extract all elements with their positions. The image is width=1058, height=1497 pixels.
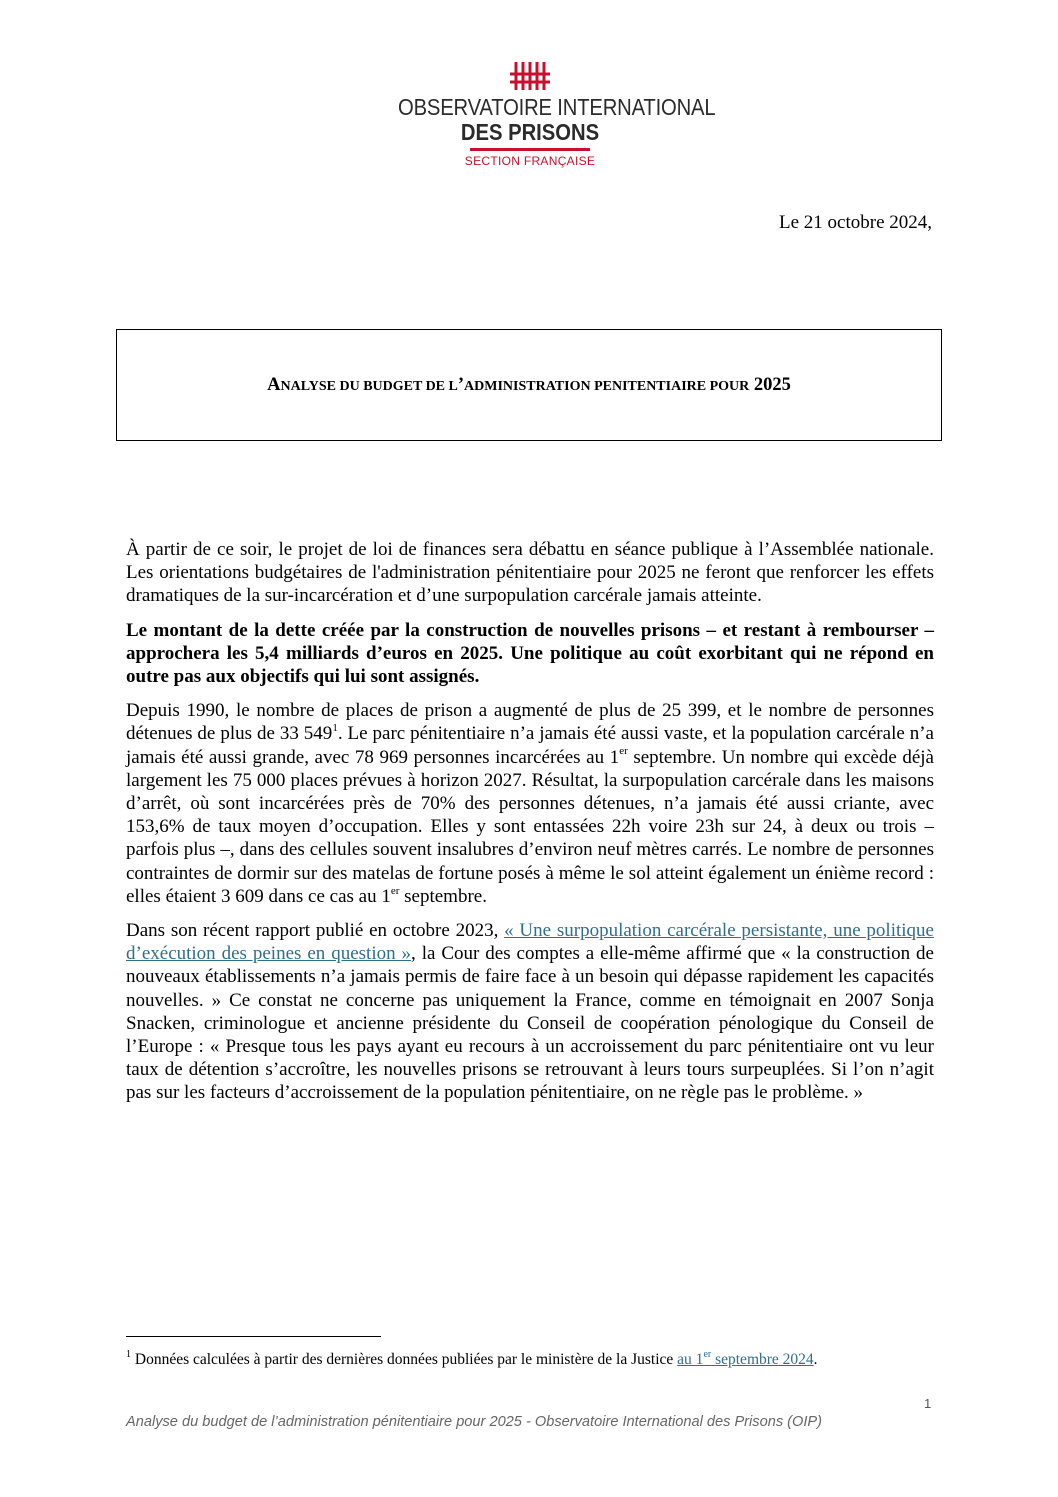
footnote-link[interactable]: au 1er septembre 2024 bbox=[677, 1348, 814, 1368]
paragraph-cour-des-comptes: Dans son récent rapport publié en octobre 2023, « Une surpopulation carcérale persistante, une politique d’exécution des peines en question », la Cour des comptes a elle-même affirmé que « la construction de nouveaux établissements n’a jamais permis de faire face à un besoin qui dépasse rapidement les capacités nouvelles. » Ce constat ne concerne pas uniquement la France, comme en témoignait en 2007 Sonja Snacken, criminologue et ancienne présidente du Conseil de coopération pénologique du Conseil de l’Europe : « Presque tous les pays ayant eu recours à un accroissement du parc pénitentiaire ont vu leur taux de détention s’accroître, les nouvelles prisons se retrouvant à leurs tours surpeuplées. Si l’on n’agit pas sur les facteurs d’accroissement de la population pénitentiaire, on ne règle pas le problème. » bbox=[126, 920, 934, 1104]
paragraph-statistics: Depuis 1990, le nombre de places de prison a augmenté de plus de 25 399, et le nombre de personnes détenues de plus de 33 $549^1$. Le parc pénitentiaire n’a jamais été aussi vaste, et la population carcérale n’a jamais été aussi grande, avec 78 969 personnes incarcérées au 1er septembre. Un nombre qui excède déjà largement les 75 000 places prévues à horizon 2027. Résultat, la surpopulation carcérale dans les maisons d’arrêt, où sont incarcérées près de 70% des personnes détenues, n’a jamais été aussi criante, avec 153,6% de taux moyen d’occupation. Elles y sont entassées 22h voire 23h sur 24, à deux ou trois – parfois plus –, dans des cellules souvent insalubres d’environ neuf mètres carrés. Le nombre de personnes contraintes de dormir sur des matelas de fortune posés à même le sol atteint également un énième record : elles étaient 3 609 dans ce cas au 1er septembre. bbox=[126, 700, 934, 907]
oip-logo bbox=[380, 60, 716, 168]
page-footer: Analyse du budget de l’administration pénitentiaire pour 2025 - Observatoire International des Prisons (OIP) bbox=[126, 1414, 823, 1430]
document-title: ANALYSE DU BUDGET DE L’ADMINISTRATION PENITENTIAIRE POUR 2025 bbox=[267, 374, 791, 395]
title-box bbox=[116, 329, 942, 441]
paragraph-intro: À partir de ce soir, le projet de loi de finances sera débattu en séance publique à l’Assemblée nationale. Les orientations budgétaires de l'administration pénitentiaire pour 2025 ne feront que renforcer les effets dramatiques de la sur-incarcération et d’une surpopulation carcérale jamais atteinte. bbox=[126, 539, 934, 607]
footnote-separator bbox=[126, 1336, 381, 1337]
page-number: 1 bbox=[924, 1396, 932, 1411]
logo-line-2: DES PRISONS bbox=[460, 119, 600, 145]
tally-bars-icon bbox=[510, 60, 550, 92]
paragraph-highlight: Le montant de la dette créée par la construction de nouvelles prisons – et restant à rembourser – approchera les 5,4 milliards d’euros en 2025. Une politique au coût exorbitant qui ne répond en outre pas aux objectifs qui lui sont assignés. bbox=[126, 619, 934, 688]
logo-line-1: OBSERVATOIRE INTERNATIONAL bbox=[398, 94, 716, 120]
document-body bbox=[126, 538, 934, 1116]
report-link[interactable]: « Une surpopulation carcérale persistante, une politique d’exécution des peines en question » bbox=[126, 920, 934, 965]
logo-divider bbox=[470, 148, 590, 151]
footnote: $^1$ Données calculées à partir des dernières données publiées par le ministère de la Justice au 1er septembre 2024. bbox=[126, 1348, 818, 1368]
footnote-reference[interactable]: 1 bbox=[332, 722, 338, 735]
document-date: Le 21 octobre 2024, bbox=[778, 212, 932, 233]
logo-subtitle: SECTION FRANÇAISE bbox=[464, 154, 596, 168]
